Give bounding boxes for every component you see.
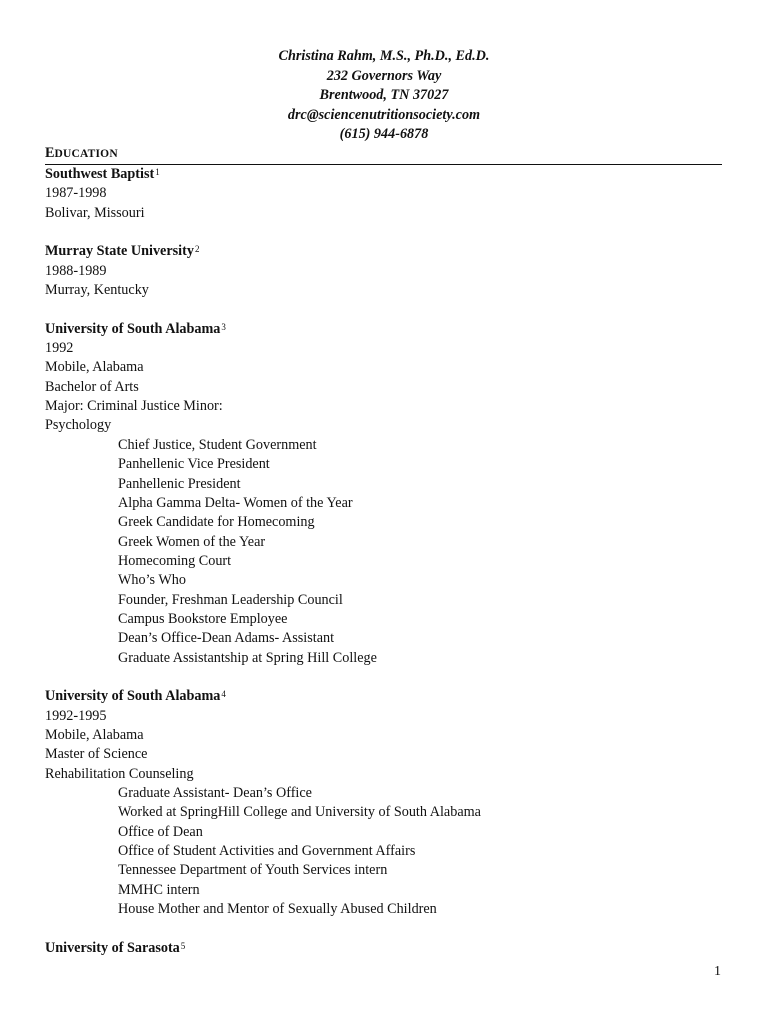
activity-item: Campus Bookstore Employee bbox=[118, 610, 288, 627]
entry-detail: 1988-1989 bbox=[45, 262, 107, 279]
spacer bbox=[45, 668, 725, 687]
author-name: Christina Rahm, M.S., Ph.D., Ed.D. bbox=[278, 48, 490, 64]
entry-detail: 1992 bbox=[45, 340, 74, 357]
education-entry bbox=[45, 165, 725, 223]
institution-name bbox=[45, 242, 725, 261]
city-state-zip: Brentwood, TN 37027 bbox=[319, 87, 449, 104]
activity-item: MMHC intern bbox=[118, 881, 200, 898]
entry-detail: Mobile, Alabama bbox=[45, 726, 144, 743]
activity-item: Who’s Who bbox=[118, 572, 186, 589]
spacer bbox=[45, 223, 725, 242]
entry-detail: Mobile, Alabama bbox=[45, 359, 144, 376]
activity-item: Graduate Assistantship at Spring Hill College bbox=[118, 649, 377, 666]
entry-detail: Bolivar, Missouri bbox=[45, 204, 145, 221]
email-address: drc@sciencenutritionsociety.com bbox=[287, 106, 481, 123]
entry-detail: Major: Criminal Justice Minor: bbox=[45, 398, 223, 415]
activity-item: Alpha Gamma Delta- Women of the Year bbox=[118, 494, 353, 511]
entry-detail: Bachelor of Arts bbox=[45, 378, 139, 395]
institution-name-text: University of South Alabama bbox=[45, 320, 221, 337]
activity-item: House Mother and Mentor of Sexually Abused Children bbox=[118, 901, 437, 918]
activity-item: Homecoming Court bbox=[118, 552, 232, 569]
institution-name bbox=[45, 320, 725, 339]
activity-item: Office of Dean bbox=[118, 823, 203, 840]
entry-detail: Rehabilitation Counseling bbox=[45, 765, 194, 782]
page-number: 1 bbox=[714, 964, 721, 979]
activity-item: Greek Candidate for Homecoming bbox=[118, 514, 315, 531]
heading-rest: DUCATION bbox=[54, 148, 118, 160]
education-list bbox=[45, 165, 725, 958]
activity-item: Chief Justice, Student Government bbox=[118, 436, 317, 453]
entry-detail: 1987-1998 bbox=[45, 185, 107, 202]
street-address: 232 Governors Way bbox=[326, 67, 442, 84]
education-entry bbox=[45, 242, 725, 300]
entry-detail: 1992-1995 bbox=[45, 707, 107, 724]
institution-name-text: Murray State University bbox=[45, 243, 194, 260]
activity-item: Dean’s Office-Dean Adams- Assistant bbox=[118, 630, 335, 647]
institution-name-text: University of Sarasota bbox=[45, 939, 180, 956]
institution-name-text: Southwest Baptist bbox=[45, 166, 155, 182]
heading-initial: E bbox=[45, 145, 55, 161]
institution-name-text: University of South Alabama bbox=[45, 688, 221, 705]
phone-number: (615) 944-6878 bbox=[339, 126, 429, 143]
entry-detail: Murray, Kentucky bbox=[45, 282, 149, 299]
activity-item: Tennessee Department of Youth Services intern bbox=[118, 862, 388, 879]
footnote-marker: 5 bbox=[180, 940, 186, 951]
institution-name bbox=[45, 939, 725, 958]
footnote-marker: 2 bbox=[194, 244, 200, 255]
footnote-marker: 1 bbox=[155, 167, 160, 177]
institution-name bbox=[45, 165, 725, 184]
spacer bbox=[45, 919, 725, 938]
education-entry bbox=[45, 687, 725, 919]
entry-detail: Psychology bbox=[45, 417, 112, 434]
institution-name bbox=[45, 687, 725, 706]
education-heading bbox=[45, 144, 722, 165]
activity-item: Panhellenic Vice President bbox=[118, 456, 270, 473]
education-entry bbox=[45, 939, 725, 958]
activity-item: Greek Women of the Year bbox=[118, 533, 266, 550]
activity-item: Office of Student Activities and Government Affairs bbox=[118, 843, 416, 860]
footnote-marker: 3 bbox=[221, 321, 226, 332]
activity-item: Panhellenic President bbox=[118, 475, 241, 492]
education-entry bbox=[45, 320, 725, 668]
footnote-marker: 4 bbox=[221, 689, 226, 700]
spacer bbox=[45, 300, 725, 319]
activity-item: Worked at SpringHill College and University of South Alabama bbox=[118, 804, 481, 821]
contact-header bbox=[0, 47, 768, 145]
activity-item: Graduate Assistant- Dean’s Office bbox=[118, 785, 312, 801]
entry-detail: Master of Science bbox=[45, 746, 148, 763]
activity-item: Founder, Freshman Leadership Council bbox=[118, 591, 343, 608]
